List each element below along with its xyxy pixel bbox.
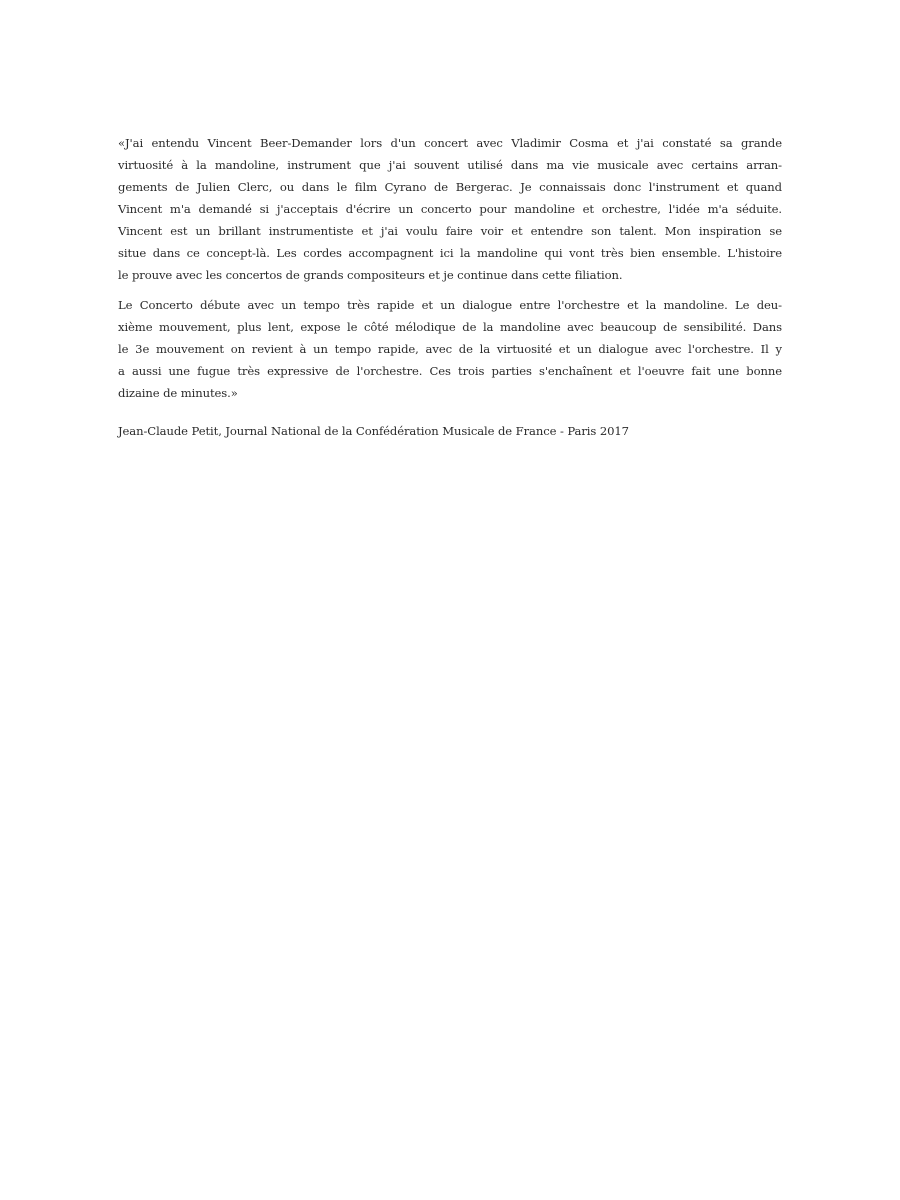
text-line: «J'ai entendu Vincent Beer-Demander lors d'un concert avec Vladimir Cosma et j'ai constaté sa grande bbox=[118, 136, 782, 150]
quote-attribution: Jean-Claude Petit, Journal National de la Confédération Musicale de France - Paris 2017 bbox=[118, 424, 629, 438]
text-line: situe dans ce concept-là. Les cordes accompagnent ici la mandoline qui vont très bien ensemble. L'histoire bbox=[118, 246, 782, 260]
quote-paragraph-2 bbox=[118, 294, 782, 404]
text-line: Le Concerto débute avec un tempo très rapide et un dialogue entre l'orchestre et la mandoline. Le deu- bbox=[118, 298, 782, 312]
text-line: dizaine de minutes.» bbox=[118, 386, 238, 400]
text-line: le 3e mouvement on revient à un tempo rapide, avec de la virtuosité et un dialogue avec l'orchestre. Il y bbox=[118, 342, 782, 356]
text-line: le prouve avec les concertos de grands compositeurs et je continue dans cette filiation. bbox=[118, 268, 623, 282]
quote-body bbox=[118, 132, 782, 404]
text-line: Vincent est un brillant instrumentiste et j'ai voulu faire voir et entendre son talent. Mon inspiration se bbox=[118, 224, 782, 238]
text-line: virtuosité à la mandoline, instrument que j'ai souvent utilisé dans ma vie musicale avec certains arran- bbox=[118, 158, 782, 172]
quote-paragraph-1 bbox=[118, 132, 782, 286]
text-line: Vincent m'a demandé si j'acceptais d'écrire un concerto pour mandoline et orchestre, l'idée m'a séduite. bbox=[118, 202, 782, 216]
text-line: xième mouvement, plus lent, expose le côté mélodique de la mandoline avec beaucoup de sensibilité. Dans bbox=[118, 320, 782, 334]
text-line: a aussi une fugue très expressive de l'orchestre. Ces trois parties s'enchaînent et l'oeuvre fait une bonne bbox=[118, 364, 782, 378]
text-line: gements de Julien Clerc, ou dans le film Cyrano de Bergerac. Je connaissais donc l'instrument et quand bbox=[118, 180, 782, 194]
